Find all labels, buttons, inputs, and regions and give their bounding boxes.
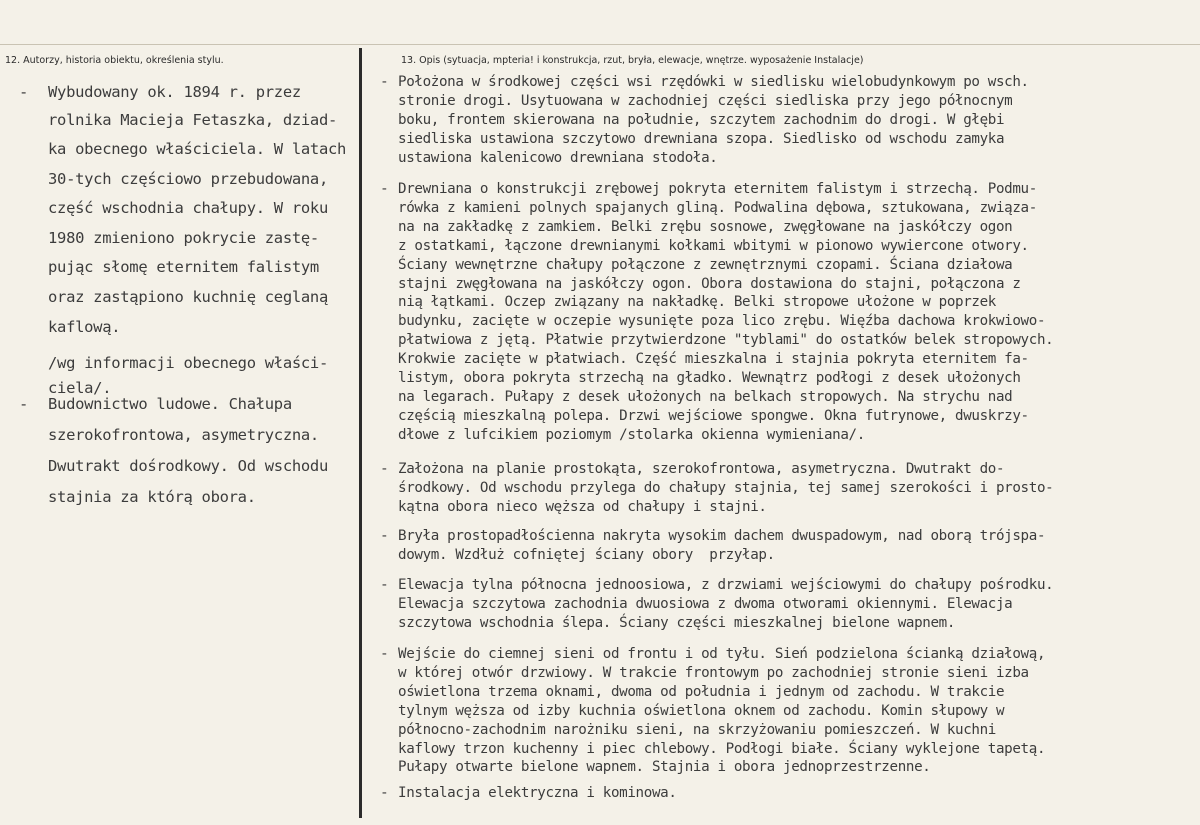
paragraph-dash: - [380, 461, 389, 477]
text-line: Ściany wewnętrzne chałupy połączone z zewnętrznymi czopami. Ściana działowa [398, 256, 1013, 273]
text-line: rolnika Macieja Fetaszka, dziad- [48, 111, 338, 129]
text-line: kątna obora nieco węższa od chałupy i stajni. [398, 498, 767, 515]
text-line: budynku, zacięte w oczepie wysunięte poza lico zrębu. Więźba dachowa krokwiowo- [398, 313, 1046, 330]
text-line: 30-tych częściowo przebudowana, [48, 170, 328, 188]
paragraph-dash: - [380, 528, 389, 544]
column-divider [359, 48, 362, 818]
text-line: Założona na planie prostokąta, szerokofrontowa, asymetryczna. Dwutrakt do- [398, 461, 1005, 477]
text-line: ka obecnego właściciela. W latach [48, 140, 347, 158]
text-line: /wg informacji obecnego właści- [48, 354, 328, 372]
text-line: płatwiowa z jętą. Płatwie przytwierdzone "tyblami" do ostatków belek stropowych. [398, 332, 1054, 349]
paragraph-dash: - [380, 646, 389, 662]
text-line: Krokwie zacięte w płatwiach. Część mieszkalna i stajnia pokryta eternitem fa- [398, 351, 1029, 368]
text-line: w której otwór drzwiowy. W trakcie frontowym po zachodniej stronie sieni izba [398, 664, 1029, 681]
text-line: boku, frontem skierowana na południe, szczytem zachodnim do drogi. W głębi [398, 111, 1005, 128]
text-line: ustawiona kalenicowo drewniana stodoła. [398, 149, 718, 166]
text-line: północno-zachodnim narożniku sieni, na skrzyżowaniu pomieszczeń. W kuchni [398, 721, 996, 738]
text-line: oraz zastąpiono kuchnię ceglaną [48, 288, 328, 306]
text-line: siedliska ustawiona szczytowo drewniana szopa. Siedlisko od wschodu zamyka [398, 130, 1005, 147]
text-line: kaflowy trzon kuchenny i piec chlebowy. Podłogi białe. Ściany wyklejone tapetą. [398, 740, 1046, 757]
text-line: Dwutrakt dośrodkowy. Od wschodu [48, 457, 328, 475]
text-line: listym, obora pokryta strzechą na gładko. Wewnątrz podłogi z desek ułożonych [398, 370, 1021, 386]
paragraph-dash: - [380, 74, 389, 90]
text-line: na na zakładkę z zamkiem. Belki zrębu sosnowe, zwęgłowane na jaskółczy ogon [398, 218, 1013, 235]
text-line: nią łątkami. Oczep związany na nakładkę. Belki stropowe ułożone w poprzek [398, 294, 996, 311]
text-line: stajnia za którą obora. [48, 488, 256, 506]
paragraph-dash: - [380, 181, 389, 197]
text-line: dowym. Wzdłuż cofniętej ściany obory przyłap. [398, 546, 775, 563]
text-line: tylnym węższa od izby kuchnia oświetlona oknem od zachodu. Komin słupowy w [398, 702, 1005, 719]
text-line: częścią mieszkalną polepa. Drzwi wejściowe spongwe. Okna futrynowe, dwuskrzy- [398, 407, 1029, 424]
text-line: Elewacja szczytowa zachodnia dwuosiowa z dwoma otworami okiennymi. Elewacja [398, 595, 1013, 612]
text-line: Pułapy otwarte bielone wapnem. Stajnia i obora jednoprzestrzenne. [398, 759, 931, 776]
text-line: Bryła prostopadłościenna nakryta wysokim dachem dwuspadowym, nad oborą trójspa- [398, 528, 1046, 544]
paragraph-dash: - [380, 577, 389, 593]
text-line: oświetlona trzema oknami, dwoma od południa i jednym od zachodu. W trakcie [398, 683, 1005, 700]
right-column-heading: 13. Opis (sytuacja, mpteria! i konstrukcja, rzut, bryła, elewacje, wnętrze. wyposażenie Instalacje) [401, 55, 864, 66]
text-line: Wybudowany ok. 1894 r. przez [48, 83, 301, 101]
text-line: Instalacja elektryczna i kominowa. [398, 785, 677, 801]
text-line: Drewniana o konstrukcji zrębowej pokryta eternitem falistym i strzechą. Podmu- [398, 181, 1037, 197]
left-column-heading: 12. Autorzy, historia obiektu, określenia stylu. [5, 55, 224, 66]
text-line: stajni zwęgłowana na jaskółczy ogon. Obora dostawiona do stajni, połączona z [398, 275, 1021, 292]
text-line: kaflową. [48, 318, 121, 336]
text-line: ciela/. [48, 379, 112, 397]
text-line: dłowe z lufcikiem poziomym /stolarka okienna wymieniana/. [398, 426, 865, 443]
paragraph-dash: - [380, 785, 389, 801]
text-line: środkowy. Od wschodu przylega do chałupy stajnia, tej samej szerokości i prosto- [398, 479, 1054, 496]
text-line: stronie drogi. Usytuowana w zachodniej części siedliska przy jego północnym [398, 92, 1013, 109]
header-rule [0, 44, 1200, 45]
entry-dash: - [19, 83, 29, 101]
text-line: Budownictwo ludowe. Chałupa [48, 395, 292, 413]
text-line: Wejście do ciemnej sieni od frontu i od tyłu. Sień podzielona ścianką działową, [398, 646, 1046, 662]
text-line: rówka z kamieni polnych spajanych gliną. Podwalina dębowa, sztukowana, związa- [398, 199, 1037, 216]
text-line: część wschodnia chałupy. W roku [48, 199, 328, 217]
text-line: z ostatkami, łączone drewnianymi kołkami wbitymi w pionowo wywiercone otwory. [398, 237, 1029, 254]
text-line: pując słomę eternitem falistym [48, 258, 319, 276]
text-line: na legarach. Pułapy z desek ułożonych na belkach stropowych. Na strychu nad [398, 388, 1013, 405]
text-line: szczytowa wschodnia ślepa. Ściany części mieszkalnej bielone wapnem. [398, 614, 956, 631]
entry-dash: - [19, 395, 29, 413]
text-line: 1980 zmieniono pokrycie zastę- [48, 229, 319, 247]
text-line: Elewacja tylna północna jednoosiowa, z drzwiami wejściowymi do chałupy pośrodku. [398, 577, 1054, 593]
text-line: Położona w środkowej części wsi rzędówki w siedlisku wielobudynkowym po wsch. [398, 74, 1029, 90]
text-line: szerokofrontowa, asymetryczna. [48, 426, 319, 444]
